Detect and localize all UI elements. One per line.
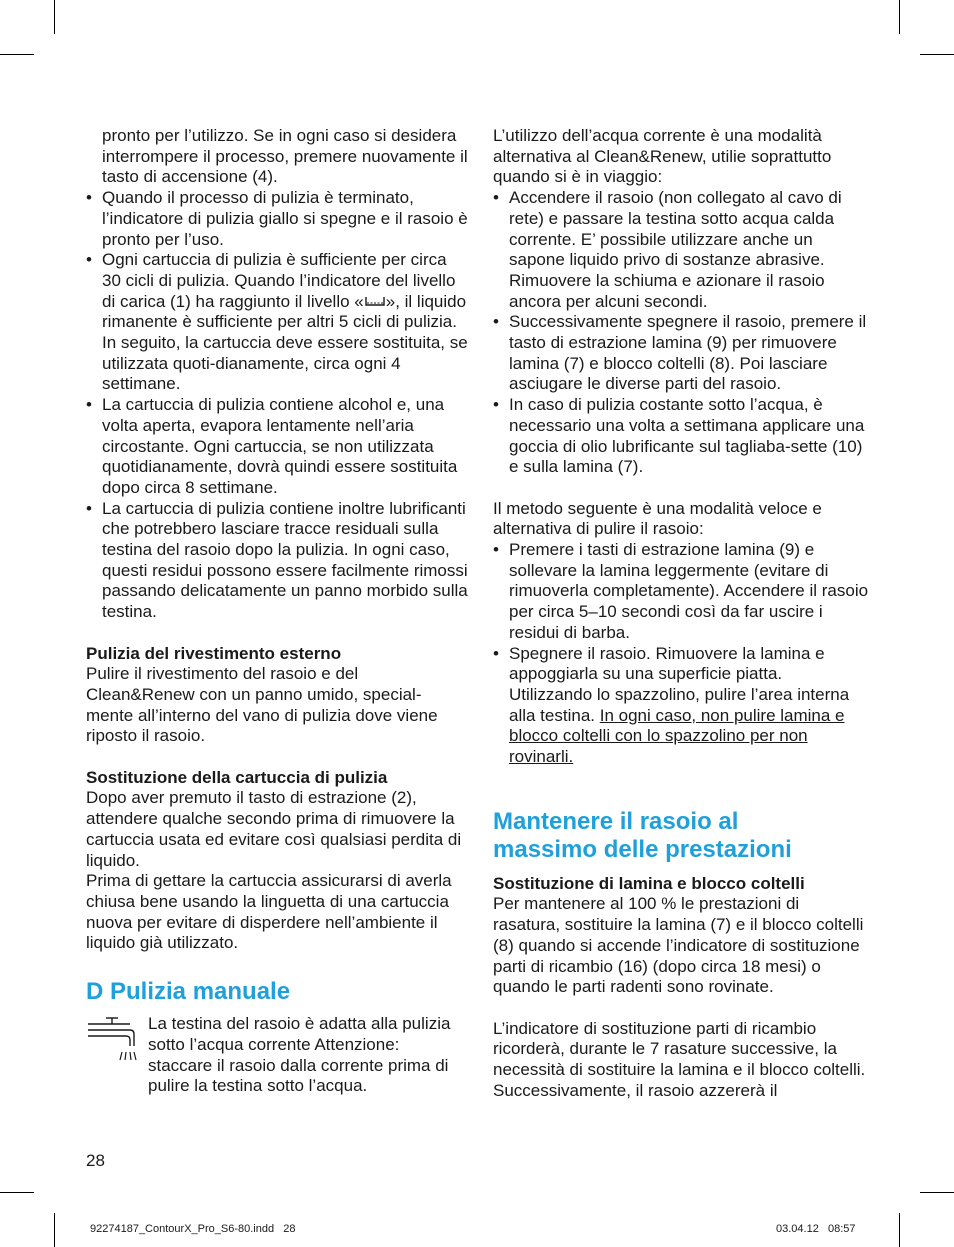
crop-mark [54,0,55,34]
quick-bullets [493,540,869,768]
cartridge-text: Dopo aver premuto il tasto di estrazione (2), attendere qualche secondo prima di rimuovere la cartuccia usata ed evitare così qualsiasi perdita di liquido. [86,788,462,870]
housing-heading: Pulizia del rivestimento esterno [86,643,342,663]
replace-heading: Sostituzione di lamina e blocco coltelli [493,873,805,893]
list-item [86,250,468,395]
heading-line: Mantenere il rasoio al [493,807,739,835]
housing-text: Pulire il rivestimento del rasoio e del Clean&Renew con un panno umido, special-mente all’interno del vano di pulizia dove viene riposto il rasoio. [86,664,438,746]
list-item: • In caso di pulizia costante sotto l’acqua, è necessario una volta a settimana applicare una goccia di olio lubrificante sul tagliaba-sette (10) e sulla lamina (7). [493,395,869,478]
section-heading-manual-cleaning: D Pulizia manuale [86,978,291,1006]
crop-mark [54,1213,55,1247]
page-number: 28 [86,1151,105,1170]
list-item [493,644,869,768]
list-item: • Quando il processo di pulizia è terminato, l’indicatore di pulizia giallo si spegne e il rasoio è pronto per l’uso. [86,188,468,250]
water-tap-icon [86,1016,138,1070]
cartridge-heading: Sostituzione della cartuccia di pulizia [86,767,388,787]
list-item: • Premere i tasti di estrazione lamina (9) e sollevare la lamina leggermente (evitare di rimuoverla completamente). Accendere il rasoio per circa 5–10 secondi così da far uscire i residui di barba. [493,540,869,644]
quick-intro: Il metodo seguente è una modalità veloce e alternativa di pulire il rasoio: [493,498,822,539]
footer-file-info: 92274187_ContourX_Pro_S6-80.indd 28 [90,1223,296,1235]
cleaning-bullets [86,188,468,623]
list-item: • La cartuccia di pulizia contiene alcohol e, una volta aperta, evapora lentamente nell’aria circostante. Ogni cartuccia, se non utilizzata quotidianamente, dovrà quindi essere sostituita dopo circa 8 settimane. [86,395,468,499]
crop-mark [920,54,954,55]
water-intro: L’utilizzo dell’acqua corrente è una modalità alternativa al Clean&Renew, utilie soprattutto quando si è in viaggio: [493,126,832,187]
footer-timestamp: 03.04.12 08:57 [776,1223,856,1235]
crop-mark [0,54,34,55]
manual-cleaning-block [86,1014,468,1097]
replace-text: Per mantenere al 100 % le prestazioni di rasatura, sostituire la lamina (7) e il blocco coltelli (8) quando si accende l’indicatore di sostituzione parti di ricambio (16) (dopo circa 18 mesi) o quando le parti radenti sono rovinate. [493,894,864,997]
manual-cleaning-text: La testina del rasoio è adatta alla pulizia sotto l’acqua corrente Attenzione: staccare il rasoio dalla corrente prima di pulire la testina sotto l’acqua. [148,1014,451,1096]
section-heading-maintain [493,808,869,864]
list-item-text: Spegnere il rasoio. Rimuovere la lamina e appoggiarla su una superficie piatta. Utilizzando lo spazzolino, pulire l’area interna alla testina. [509,643,850,725]
crop-mark [0,1192,34,1193]
crop-mark [920,1192,954,1193]
list-item-text: Ogni cartuccia di pulizia è sufficiente per circa 30 cicli di pulizia. Quando l’indicatore del livello di carica (1) ha raggiunto il livello « [102,250,456,311]
crop-mark [899,0,900,34]
water-bullets [493,188,869,478]
cartridge-level-icon [364,292,386,311]
indicator-text: L’indicatore di sostituzione parti di ricambio ricorderà, durante le 7 rasature successive, la necessità di sostituire la lamina e il blocco coltelli. Successivamente, il rasoio azzererà il [493,1018,866,1100]
heading-line: massimo delle prestazioni [493,835,792,863]
crop-mark [899,1213,900,1247]
intro-continuation: pronto per l’utilizzo. Se in ogni caso si desidera interrompere il processo, premere nuovamente il tasto di accensione (4). [102,126,468,187]
list-item: • La cartuccia di pulizia contiene inoltre lubrificanti che potrebbero lasciare tracce residuali sulla testina del rasoio dopo la pulizia. In ogni caso, questi residui possono essere facilmente rimossi passando delicatamente un panno morbido sulla testina. [86,499,468,623]
list-item-text: », il liquido rimanente è sufficiente per altri 5 cicli di pulizia. In seguito, la cartuccia deve essere sostituita, se utilizzata quoti-dianamente, circa ogni 4 settimane. [102,291,468,394]
list-item: • Successivamente spegnere il rasoio, premere il tasto di estrazione lamina (9) per rimuovere lamina (7) e blocco coltelli (8). Poi lasciare asciugare le diverse parti del rasoio. [493,312,869,395]
left-column [86,126,468,1097]
right-column [493,126,869,1102]
cartridge-text: Prima di gettare la cartuccia assicurarsi di averla chiusa bene usando la linguetta di una cartuccia nuova per evitare di disperdere nell’ambiente il liquido già utilizzato. [86,871,452,953]
warning-underlined-text: In ogni caso, non pulire lamina e blocco coltelli con lo spazzolino per non rovinarli. [509,705,845,767]
list-item: • Accendere il rasoio (non collegato al cavo di rete) e passare la testina sotto acqua calda corrente. E’ possibile utilizzare anche un sapone liquido privo di sostanze abrasive. Rimuovere la schiuma e azionare il rasoio ancora per alcuni secondi. [493,188,869,312]
